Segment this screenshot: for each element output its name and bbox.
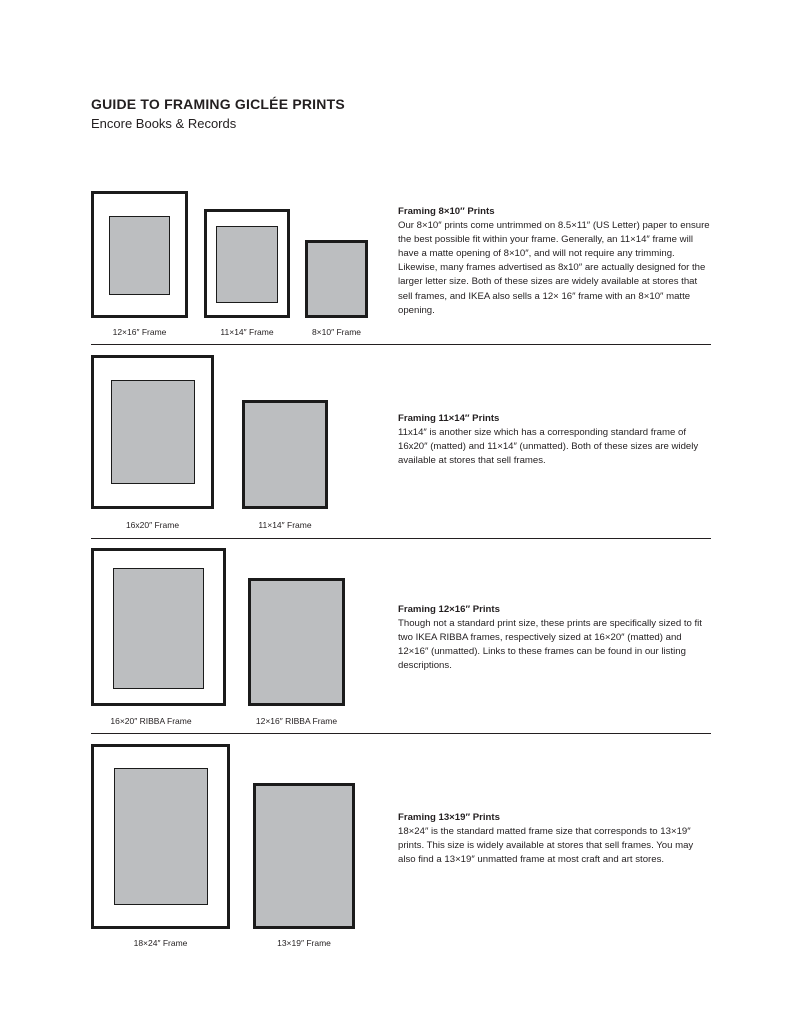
frame-caption: 11×14″ Frame [220, 327, 274, 337]
frame-caption: 16x20″ Frame [125, 520, 180, 530]
matte-opening [109, 216, 170, 295]
section-description [398, 603, 710, 673]
section-description [398, 412, 710, 468]
section-divider [91, 733, 711, 734]
section-heading: Framing 8×10″ Prints [398, 206, 495, 217]
section-body: 11x14″ is another size which has a corresponding standard frame of 16x20″ (matted) and 11×14″ (unmatted). Both of these sizes are widely available at stores that sell frames. [398, 427, 699, 467]
section-body: 18×24″ is the standard matted frame size that corresponds to 13×19″ prints. This size is widely available at stores that sell frames. You may also find a 13×19″ unmatted frame at most craft and art stores. [398, 826, 694, 866]
frame-caption: 13×19″ Frame [277, 938, 331, 948]
matte-opening [216, 226, 278, 303]
frame-caption: 12×16″ Frame [112, 327, 167, 337]
matte-opening [111, 380, 195, 484]
frame-13x19-illustration [253, 783, 355, 929]
frame-12x16-ribba-illustration [248, 578, 345, 706]
frame-11x14-illustration [204, 209, 290, 318]
frame-8x10-illustration [305, 240, 368, 318]
frame-16x20-illustration [91, 355, 214, 509]
section-heading: Framing 12×16″ Prints [398, 604, 500, 615]
matte-opening [114, 768, 208, 905]
frame-caption: 18×24″ Frame [133, 938, 188, 948]
section-description [398, 205, 710, 318]
frame-16x20-ribba-illustration [91, 548, 226, 706]
frame-11x14-illustration [242, 400, 328, 509]
frame-18x24-illustration [91, 744, 230, 929]
section-description [398, 811, 710, 867]
page-title: GUIDE TO FRAMING GICLÉE PRINTS [91, 96, 345, 112]
matte-opening [113, 568, 204, 689]
frame-caption: 8×10″ Frame [311, 327, 362, 337]
section-divider [91, 538, 711, 539]
section-heading: Framing 13×19″ Prints [398, 812, 500, 823]
section-body: Our 8×10″ prints come untrimmed on 8.5×11″ (US Letter) paper to ensure the best possible fit within your frame. Generally, an 11×14″ frame will have a matte opening of 8×10″, and will not require any trimming. Likewise, many frames advertised as 8x10″ are actually designed for the larger letter size. Both of these sizes are widely available at stores that sell frames, and IKEA also sells a 12× 16″ frame with an 8×10″ matte opening. [398, 220, 710, 316]
frame-caption: 11×14″ Frame [258, 520, 312, 530]
frame-caption: 16×20″ RIBBA Frame [110, 716, 192, 726]
section-heading: Framing 11×14″ Prints [398, 413, 500, 424]
frame-12x16-illustration [91, 191, 188, 318]
page-subtitle: Encore Books & Records [91, 116, 237, 131]
frame-caption: 12×16″ RIBBA Frame [255, 716, 338, 726]
section-divider [91, 344, 711, 345]
section-body: Though not a standard print size, these prints are specifically sized to fit two IKEA RIBBA frames, respectively sized at 16×20″ (matted) and 12×16″ (unmatted). Links to these frames can be found in our listing descriptions. [398, 618, 702, 672]
